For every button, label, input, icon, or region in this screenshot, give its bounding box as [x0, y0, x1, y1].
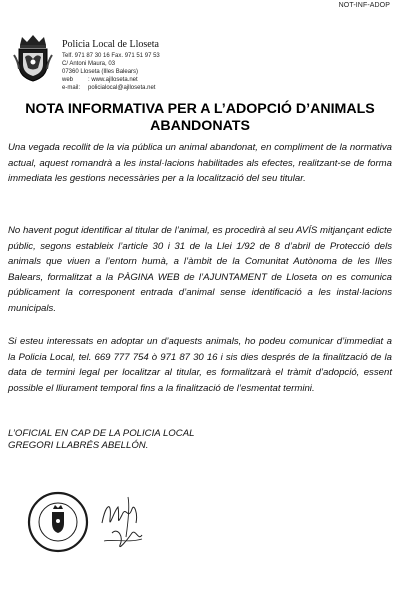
document-code: NOT-INF-ADOP	[338, 2, 390, 9]
title-line-2: ABANDONATS	[150, 118, 250, 134]
letterhead	[12, 33, 272, 93]
title-line-1: NOTA INFORMATIVA PER A L’ADOPCIÓ D’ANIMALS	[25, 101, 375, 117]
document-title	[20, 101, 380, 135]
paragraph-adoption: Si esteu interessats en adoptar un d’aquests animals, ho podeu comunicar d’immediat a la Policia Local, tel. 669 777 754 ò 971 87 30 16 i sis dies després de la finalització de la data de termini legal per localitzar al titular, es formalitzarà el tràmit d’adopció, essent possible el lliurament temporal fins a la finalització de l’esmentat termini.	[8, 336, 392, 394]
letterhead-city: 07360 Lloseta (Illes Balears)	[62, 69, 139, 75]
web-value: : www.ajlloseta.net	[88, 77, 138, 83]
letterhead-email	[62, 84, 160, 92]
letterhead-web	[62, 76, 160, 84]
signatory-name: GREGORI LLABRÉS ABELLÓN.	[8, 440, 149, 451]
paragraph-notice: No havent pogut identificar al titular de l’animal, es procedirà al seu AVÍS mitjançant edicte públic, segons estableix l’article 30 i 31 de la Llei 1/92 de 8 d’abril de Protecció dels animals que viuen a l’entorn humà, a l’àmbit de la Comunitat Autònoma de les Illes Balears, formalitzat a la PÀGINA WEB de l’AJUNTAMENT de Lloseta on es comunica públicament la corresponent entrada d’animal sense identificació a les instal·lacions municipals.	[8, 225, 392, 314]
web-label: web	[62, 77, 74, 83]
letterhead-name: Policia Local de Lloseta	[62, 39, 159, 50]
signature-block	[8, 428, 392, 452]
email-label: e-mail:	[62, 85, 81, 91]
coat-of-arms-icon	[12, 33, 54, 83]
email-value: policialocal@ajlloseta.net	[88, 85, 156, 91]
letterhead-phone: Telf. 971 87 30 16 Fax. 971 51 97 53	[62, 53, 160, 59]
police-seal-icon	[26, 489, 90, 555]
paragraph-collection: Una vegada recollit de la via pública un animal abandonat, en compliment de la normativa actual, aquest romandrà a les instal·lacions habilitades als efectes, realitzant-se de forma immediata les gestions necessàries per a la localització del seu titular.	[8, 142, 392, 184]
handwritten-signature-icon	[98, 493, 146, 555]
signatory-role: L’OFICIAL EN CAP DE LA POLICIA LOCAL	[8, 428, 195, 439]
letterhead-address: C/ Antoni Maura, 03	[62, 61, 116, 67]
